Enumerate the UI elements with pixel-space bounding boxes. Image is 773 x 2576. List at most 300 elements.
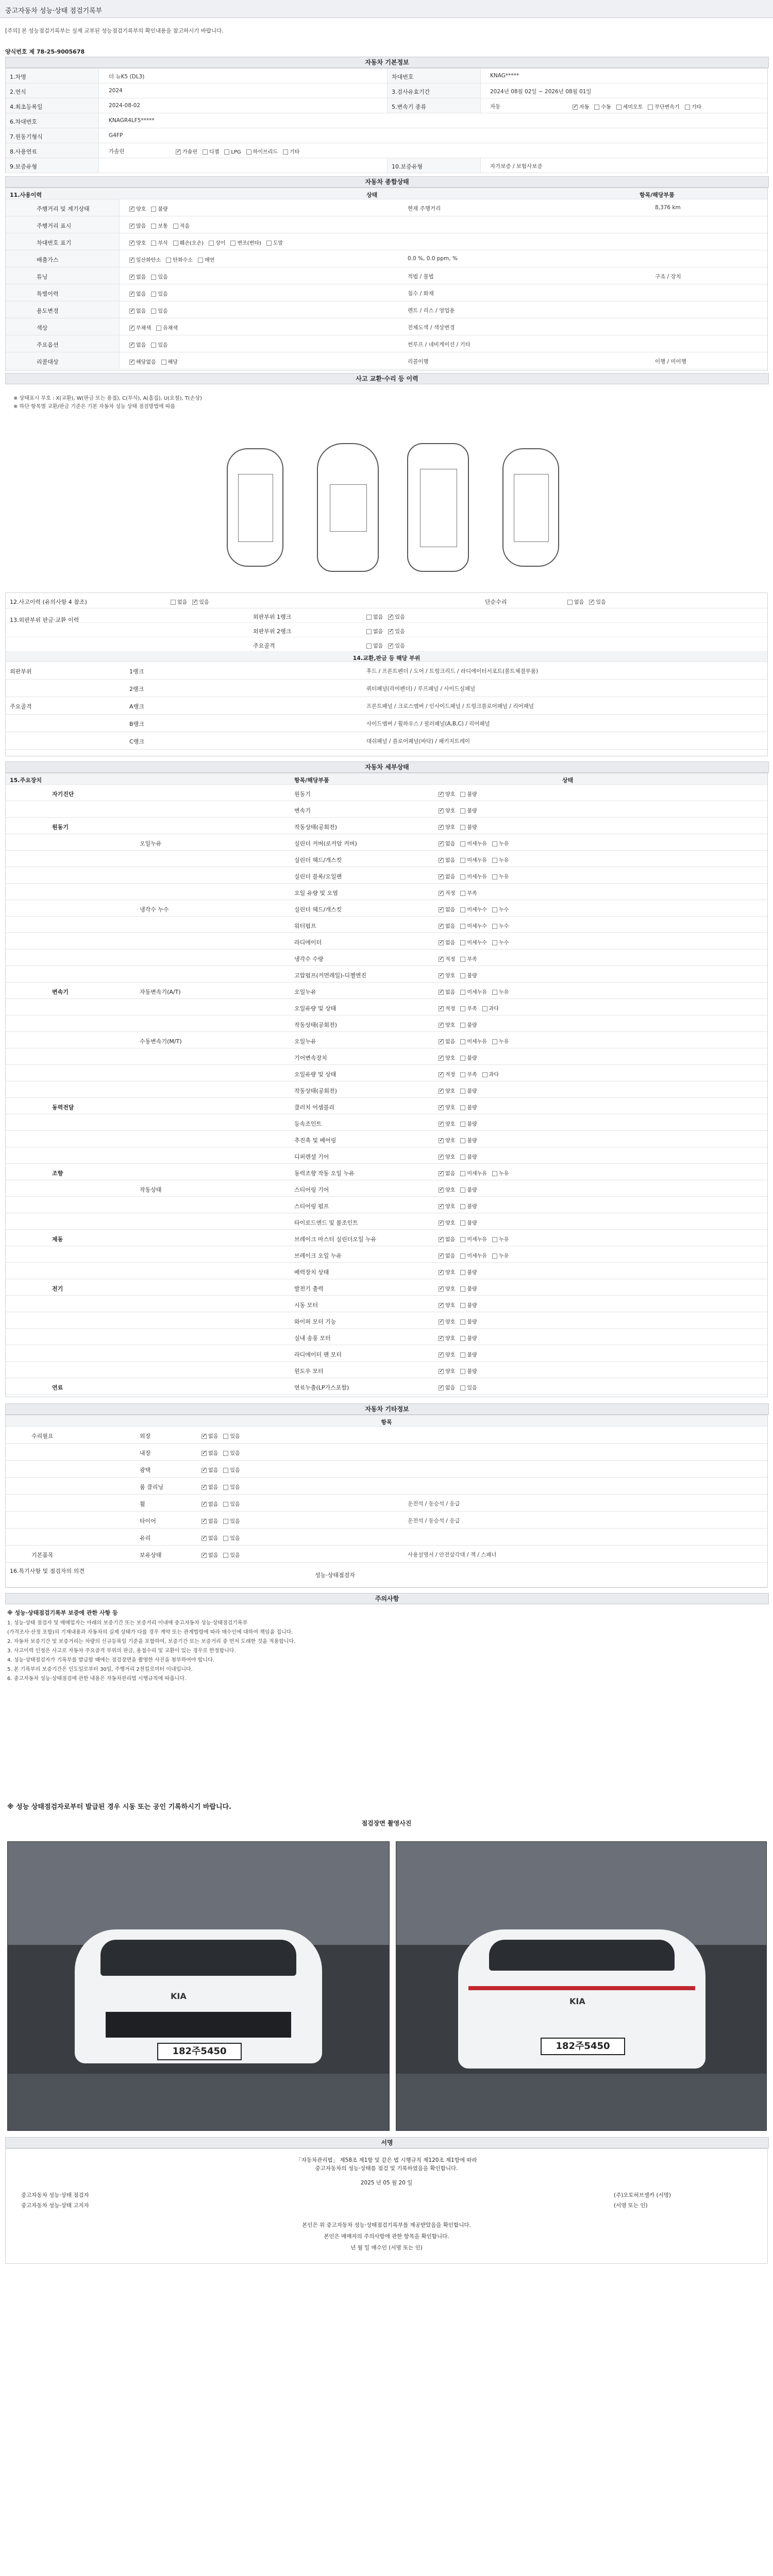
checkbox-option[interactable] — [460, 1350, 477, 1358]
checkbox[interactable] — [230, 241, 236, 246]
checkbox-option[interactable] — [173, 239, 204, 246]
checkbox-checked[interactable] — [439, 1336, 444, 1341]
checkbox[interactable] — [460, 1072, 465, 1077]
checkbox[interactable] — [460, 1253, 465, 1259]
checkbox-option[interactable] — [439, 1367, 455, 1375]
checkbox-checked[interactable] — [129, 224, 135, 229]
checkbox[interactable] — [492, 1171, 497, 1176]
checkbox[interactable] — [460, 1319, 465, 1325]
checkbox-option[interactable] — [439, 1235, 455, 1243]
checkbox[interactable] — [223, 1502, 228, 1507]
checkbox-option[interactable] — [492, 839, 509, 847]
checkbox-option[interactable] — [460, 790, 477, 798]
checkbox[interactable] — [223, 1485, 228, 1490]
checkbox-option[interactable] — [223, 1500, 240, 1507]
checkbox-checked[interactable] — [129, 326, 135, 331]
checkbox[interactable] — [616, 105, 621, 110]
checkbox-option[interactable] — [230, 239, 261, 246]
checkbox[interactable] — [492, 858, 497, 863]
checkbox-option[interactable] — [460, 1169, 487, 1177]
checkbox-option[interactable] — [567, 598, 584, 605]
checkbox-option[interactable] — [460, 1334, 477, 1342]
checkbox[interactable] — [492, 907, 497, 912]
checkbox-option[interactable] — [129, 290, 146, 297]
checkbox-option[interactable] — [439, 971, 455, 979]
checkbox-option[interactable] — [439, 1037, 455, 1045]
checkbox-checked[interactable] — [129, 343, 135, 348]
checkbox-option[interactable] — [223, 1466, 240, 1473]
checkbox[interactable] — [246, 149, 251, 155]
checkbox-option[interactable] — [460, 1153, 477, 1160]
checkbox-option[interactable] — [198, 256, 214, 263]
checkbox-option[interactable] — [648, 103, 679, 110]
checkbox-option[interactable] — [203, 147, 219, 155]
checkbox-checked[interactable] — [439, 1319, 444, 1325]
checkbox-checked[interactable] — [129, 258, 135, 263]
checkbox-option[interactable] — [573, 103, 589, 110]
checkbox-option[interactable] — [151, 239, 167, 246]
checkbox[interactable] — [460, 1105, 465, 1110]
checkbox-checked[interactable] — [439, 825, 444, 830]
checkbox-option[interactable] — [223, 1432, 240, 1439]
checkbox-option[interactable] — [492, 1037, 509, 1045]
checkbox[interactable] — [223, 1468, 228, 1473]
checkbox-option[interactable] — [439, 1284, 455, 1292]
checkbox[interactable] — [492, 990, 497, 995]
checkbox[interactable] — [460, 1237, 465, 1242]
checkbox[interactable] — [223, 1553, 228, 1558]
checkbox[interactable] — [685, 105, 690, 110]
checkbox-option[interactable] — [439, 1136, 455, 1144]
checkbox-option[interactable] — [439, 1054, 455, 1061]
checkbox-checked[interactable] — [439, 1188, 444, 1193]
checkbox-option[interactable] — [439, 1153, 455, 1160]
checkbox-option[interactable] — [388, 627, 405, 635]
checkbox-checked[interactable] — [439, 940, 444, 945]
checkbox-option[interactable] — [439, 1251, 455, 1259]
checkbox-option[interactable] — [129, 239, 146, 246]
checkbox-label: 무채색 — [136, 326, 151, 331]
checkbox-option[interactable] — [460, 889, 477, 896]
checkbox-option[interactable] — [439, 922, 455, 929]
checkbox-option[interactable] — [439, 1317, 455, 1325]
checkbox-checked[interactable] — [439, 1056, 444, 1061]
checkbox-option[interactable] — [223, 1551, 240, 1558]
checkbox-checked[interactable] — [201, 1519, 207, 1524]
checkbox[interactable] — [173, 224, 178, 229]
checkbox-checked[interactable] — [439, 874, 444, 879]
checkbox[interactable] — [460, 858, 465, 863]
checkbox-checked[interactable] — [439, 990, 444, 995]
checkbox-checked[interactable] — [439, 1253, 444, 1259]
checkbox-option[interactable] — [171, 598, 187, 605]
checkbox-checked[interactable] — [439, 1006, 444, 1011]
checkbox-option[interactable] — [439, 1021, 455, 1028]
checkbox-option[interactable] — [266, 239, 283, 246]
checkbox-checked[interactable] — [129, 309, 135, 314]
checkbox-option[interactable] — [283, 147, 299, 155]
checkbox-option[interactable] — [129, 205, 146, 212]
checkbox-option[interactable] — [129, 358, 156, 365]
checkbox-option[interactable] — [492, 988, 509, 995]
checkbox-option[interactable] — [129, 307, 146, 314]
checkbox-label: 누수 — [498, 940, 509, 946]
checkbox-option[interactable] — [492, 938, 509, 946]
checkbox-option[interactable] — [151, 341, 167, 348]
checkbox-option[interactable] — [129, 324, 151, 331]
checkbox[interactable] — [156, 326, 161, 331]
checkbox-checked[interactable] — [439, 957, 444, 962]
checkbox[interactable] — [198, 258, 203, 263]
checkbox[interactable] — [460, 1138, 465, 1143]
checkbox-option[interactable] — [201, 1500, 218, 1507]
checkbox[interactable] — [460, 957, 465, 962]
checkbox-checked[interactable] — [439, 973, 444, 978]
checkbox-checked[interactable] — [439, 1171, 444, 1176]
checkbox-checked[interactable] — [388, 643, 393, 649]
checkbox-checked[interactable] — [439, 924, 444, 929]
checkbox[interactable] — [492, 874, 497, 879]
checkbox-option[interactable] — [460, 1268, 477, 1276]
checkbox-checked[interactable] — [388, 629, 393, 634]
checkbox[interactable] — [173, 241, 178, 246]
checkbox[interactable] — [224, 149, 229, 155]
checkbox-option[interactable] — [460, 1251, 487, 1259]
checkbox-option[interactable] — [176, 147, 197, 155]
checkbox[interactable] — [460, 1286, 465, 1292]
checkbox-checked[interactable] — [439, 907, 444, 912]
checkbox[interactable] — [223, 1519, 228, 1524]
checkbox-checked[interactable] — [129, 275, 135, 280]
checkbox-option[interactable] — [439, 1268, 455, 1276]
checkbox[interactable] — [151, 224, 156, 229]
checkbox-option[interactable] — [460, 1103, 477, 1111]
checkbox-option[interactable] — [366, 641, 383, 649]
checkbox-option[interactable] — [482, 1070, 499, 1078]
checkbox[interactable] — [223, 1451, 228, 1456]
checkbox-option[interactable] — [460, 806, 477, 814]
checkbox[interactable] — [648, 105, 653, 110]
checkbox-checked[interactable] — [129, 207, 135, 212]
checkbox-option[interactable] — [129, 273, 146, 280]
checkbox[interactable] — [151, 207, 156, 212]
checkbox[interactable] — [492, 1237, 497, 1242]
checkbox[interactable] — [460, 924, 465, 929]
checkbox-option[interactable] — [460, 839, 487, 847]
checkbox-option[interactable] — [460, 1004, 477, 1012]
checkbox-checked[interactable] — [573, 105, 578, 110]
checkbox[interactable] — [223, 1434, 228, 1439]
checkbox-option[interactable] — [439, 1070, 455, 1078]
checkbox-option[interactable] — [173, 222, 190, 229]
checkbox-option[interactable] — [439, 938, 455, 946]
checkbox-option[interactable] — [460, 1202, 477, 1210]
checkbox-option[interactable] — [594, 103, 611, 110]
checkbox-option[interactable] — [439, 1004, 455, 1012]
checkbox[interactable] — [460, 1336, 465, 1341]
checkbox-option[interactable] — [223, 1517, 240, 1524]
checkbox-checked[interactable] — [176, 149, 181, 155]
checkbox[interactable] — [482, 1072, 488, 1077]
checkbox[interactable] — [460, 1122, 465, 1127]
checkbox-option[interactable] — [460, 988, 487, 995]
checkbox-option[interactable] — [492, 922, 509, 929]
checkbox-checked[interactable] — [201, 1553, 207, 1558]
checkbox-checked[interactable] — [439, 1204, 444, 1209]
checkbox[interactable] — [223, 1536, 228, 1541]
checkbox[interactable] — [460, 1204, 465, 1209]
checkbox[interactable] — [171, 600, 176, 605]
checkbox-option[interactable] — [439, 1185, 455, 1193]
checkbox-option[interactable] — [129, 222, 146, 229]
checkbox-option[interactable] — [366, 613, 383, 620]
checkbox[interactable] — [209, 241, 214, 246]
checkbox[interactable] — [460, 1089, 465, 1094]
checkbox-option[interactable] — [151, 205, 167, 212]
checkbox-option[interactable] — [460, 905, 487, 913]
checkbox-option[interactable] — [246, 147, 278, 155]
checkbox-option[interactable] — [460, 1037, 487, 1045]
checkbox[interactable] — [283, 149, 288, 155]
checkbox-option[interactable] — [151, 290, 167, 297]
checkbox-option[interactable] — [492, 905, 509, 913]
checkbox-option[interactable] — [439, 988, 455, 995]
checkbox-option[interactable] — [492, 856, 509, 863]
checkbox[interactable] — [460, 808, 465, 814]
checkbox[interactable] — [492, 1253, 497, 1259]
checkbox-option[interactable] — [201, 1466, 218, 1473]
checkbox-checked[interactable] — [589, 600, 594, 605]
checkbox-option[interactable] — [460, 1367, 477, 1375]
checkbox[interactable] — [460, 1221, 465, 1226]
checkbox-checked[interactable] — [439, 858, 444, 863]
checkbox-checked[interactable] — [129, 292, 135, 297]
checkbox-option[interactable] — [439, 872, 455, 880]
checkbox[interactable] — [460, 1023, 465, 1028]
checkbox-checked[interactable] — [439, 1303, 444, 1308]
checkbox-checked[interactable] — [201, 1536, 207, 1541]
checkbox[interactable] — [366, 643, 372, 649]
checkbox-option[interactable] — [439, 1103, 455, 1111]
checkbox-option[interactable] — [460, 1136, 477, 1144]
checkbox-checked[interactable] — [201, 1434, 207, 1439]
checkbox[interactable] — [460, 841, 465, 846]
checkbox[interactable] — [567, 600, 573, 605]
checkbox-option[interactable] — [439, 1350, 455, 1358]
checkbox[interactable] — [460, 825, 465, 830]
checkbox[interactable] — [460, 1155, 465, 1160]
checkbox[interactable] — [460, 1006, 465, 1011]
checkbox[interactable] — [460, 1369, 465, 1374]
checkbox[interactable] — [460, 792, 465, 797]
checkbox[interactable] — [460, 891, 465, 896]
checkbox[interactable] — [366, 629, 372, 634]
checkbox-option[interactable] — [460, 1070, 477, 1078]
checkbox-checked[interactable] — [201, 1451, 207, 1456]
checkbox-option[interactable] — [151, 307, 167, 314]
checkbox-option[interactable] — [460, 1120, 477, 1127]
checkbox-option[interactable] — [151, 222, 167, 229]
checkbox-option[interactable] — [201, 1449, 218, 1456]
checkbox[interactable] — [366, 615, 372, 620]
checkbox-option[interactable] — [460, 971, 477, 979]
checkbox-checked[interactable] — [439, 1286, 444, 1292]
checkbox-checked[interactable] — [192, 600, 197, 605]
checkbox-option[interactable] — [223, 1483, 240, 1490]
checkbox-checked[interactable] — [439, 1385, 444, 1391]
checkbox-checked[interactable] — [201, 1485, 207, 1490]
checkbox-option[interactable] — [439, 839, 455, 847]
checkbox[interactable] — [460, 1171, 465, 1176]
checkbox-checked[interactable] — [439, 1237, 444, 1242]
checkbox-option[interactable] — [460, 1235, 487, 1243]
checkbox-checked[interactable] — [388, 615, 393, 620]
checkbox-option[interactable] — [223, 1449, 240, 1456]
checkbox-checked[interactable] — [439, 1155, 444, 1160]
checkbox-option[interactable] — [439, 1169, 455, 1177]
checkbox-option[interactable] — [161, 358, 178, 365]
checkbox-checked[interactable] — [439, 1270, 444, 1275]
checkbox-checked[interactable] — [129, 360, 135, 365]
checkbox-option[interactable] — [201, 1517, 218, 1524]
checkbox-option[interactable] — [223, 1534, 240, 1541]
checkbox[interactable] — [266, 241, 272, 246]
checkbox-checked[interactable] — [439, 1039, 444, 1044]
checkbox-checked[interactable] — [439, 1089, 444, 1094]
checkbox-checked[interactable] — [439, 1352, 444, 1358]
checkbox-option[interactable] — [439, 1334, 455, 1342]
checkbox[interactable] — [460, 1039, 465, 1044]
checkbox-option[interactable] — [460, 856, 487, 863]
checkbox-option[interactable] — [492, 872, 509, 880]
checkbox-option[interactable] — [192, 598, 209, 605]
checkbox[interactable] — [460, 907, 465, 912]
checkbox[interactable] — [594, 105, 599, 110]
checkbox-option[interactable] — [224, 149, 241, 155]
checkbox-option[interactable] — [439, 1120, 455, 1127]
checkbox-checked[interactable] — [201, 1468, 207, 1473]
checkbox-option[interactable] — [460, 1317, 477, 1325]
checkbox-checked[interactable] — [439, 1105, 444, 1110]
checkbox-option[interactable] — [129, 341, 146, 348]
checkbox-checked[interactable] — [439, 1221, 444, 1226]
checkbox-option[interactable] — [460, 938, 487, 946]
checkbox-option[interactable] — [439, 790, 455, 798]
checkbox[interactable] — [460, 990, 465, 995]
checkbox-option[interactable] — [166, 256, 193, 263]
checkbox-option[interactable] — [439, 1383, 455, 1391]
checkbox-checked[interactable] — [439, 891, 444, 896]
checkbox-option[interactable] — [492, 1235, 509, 1243]
checkbox-option[interactable] — [439, 889, 455, 896]
checkbox-option[interactable] — [209, 239, 225, 246]
checkbox[interactable] — [460, 1188, 465, 1193]
checkbox[interactable] — [482, 1006, 488, 1011]
checkbox-checked[interactable] — [201, 1502, 207, 1507]
checkbox-option[interactable] — [156, 324, 178, 331]
checkbox[interactable] — [460, 1352, 465, 1358]
checkbox-checked[interactable] — [439, 1122, 444, 1127]
checkbox-checked[interactable] — [439, 792, 444, 797]
checkbox-option[interactable] — [460, 955, 477, 962]
checkbox[interactable] — [151, 292, 156, 297]
checkbox-checked[interactable] — [439, 1138, 444, 1143]
checkbox-option[interactable] — [460, 1087, 477, 1094]
checkbox-option[interactable] — [460, 823, 477, 831]
checkbox[interactable] — [460, 874, 465, 879]
checkbox-option[interactable] — [151, 273, 167, 280]
checkbox-checked[interactable] — [439, 1072, 444, 1077]
checkbox-option[interactable] — [439, 1087, 455, 1094]
checkbox-option[interactable] — [439, 1301, 455, 1309]
checkbox[interactable] — [460, 1056, 465, 1061]
checkbox-checked[interactable] — [129, 241, 135, 246]
checkbox-option[interactable] — [201, 1432, 218, 1439]
checkbox-option[interactable] — [201, 1483, 218, 1490]
checkbox-option[interactable] — [460, 872, 487, 880]
checkbox-option[interactable] — [482, 1004, 499, 1012]
checkbox-option[interactable] — [460, 1383, 477, 1391]
checkbox-option[interactable] — [492, 1169, 509, 1177]
checkbox[interactable] — [161, 360, 166, 365]
checkbox-option[interactable] — [129, 256, 161, 263]
checkbox-option[interactable] — [439, 905, 455, 913]
checkbox-option[interactable] — [366, 627, 383, 635]
checkbox-option[interactable] — [685, 103, 701, 110]
checkbox-option[interactable] — [616, 103, 643, 110]
checkbox-checked[interactable] — [439, 841, 444, 846]
checkbox-option[interactable] — [201, 1551, 218, 1558]
checkbox-option[interactable] — [460, 1054, 477, 1061]
checkbox-option[interactable] — [460, 1021, 477, 1028]
checkbox-option[interactable] — [439, 823, 455, 831]
checkbox[interactable] — [151, 275, 156, 280]
checkbox-option[interactable] — [388, 641, 405, 649]
checkbox[interactable] — [492, 841, 497, 846]
checkbox-option[interactable] — [439, 1218, 455, 1226]
checkbox-option[interactable] — [388, 613, 405, 620]
checkbox[interactable] — [492, 940, 497, 945]
checkbox[interactable] — [492, 924, 497, 929]
checkbox-checked[interactable] — [439, 1023, 444, 1028]
checkbox[interactable] — [151, 241, 156, 246]
checkbox-option[interactable] — [201, 1534, 218, 1541]
checkbox-option[interactable] — [589, 598, 606, 605]
checkbox[interactable] — [460, 973, 465, 978]
checkbox-option[interactable] — [460, 1185, 477, 1193]
checkbox[interactable] — [492, 1039, 497, 1044]
checkbox[interactable] — [151, 309, 156, 314]
checkbox[interactable] — [460, 1303, 465, 1308]
checkbox[interactable] — [460, 940, 465, 945]
checkbox-option[interactable] — [460, 1284, 477, 1292]
checkbox[interactable] — [166, 258, 171, 263]
checkbox-option[interactable] — [439, 806, 455, 814]
checkbox-option[interactable] — [439, 1202, 455, 1210]
checkbox[interactable] — [460, 1270, 465, 1275]
checkbox[interactable] — [151, 343, 156, 348]
checkbox-checked[interactable] — [439, 1369, 444, 1374]
checkbox-option[interactable] — [439, 856, 455, 863]
checkbox-option[interactable] — [439, 955, 455, 962]
checkbox-option[interactable] — [492, 1251, 509, 1259]
checkbox-option[interactable] — [460, 922, 487, 929]
checkbox-checked[interactable] — [439, 808, 444, 814]
checkbox-option[interactable] — [460, 1218, 477, 1226]
checkbox[interactable] — [460, 1385, 465, 1391]
checkbox[interactable] — [203, 149, 208, 155]
checkbox-option[interactable] — [460, 1301, 477, 1309]
